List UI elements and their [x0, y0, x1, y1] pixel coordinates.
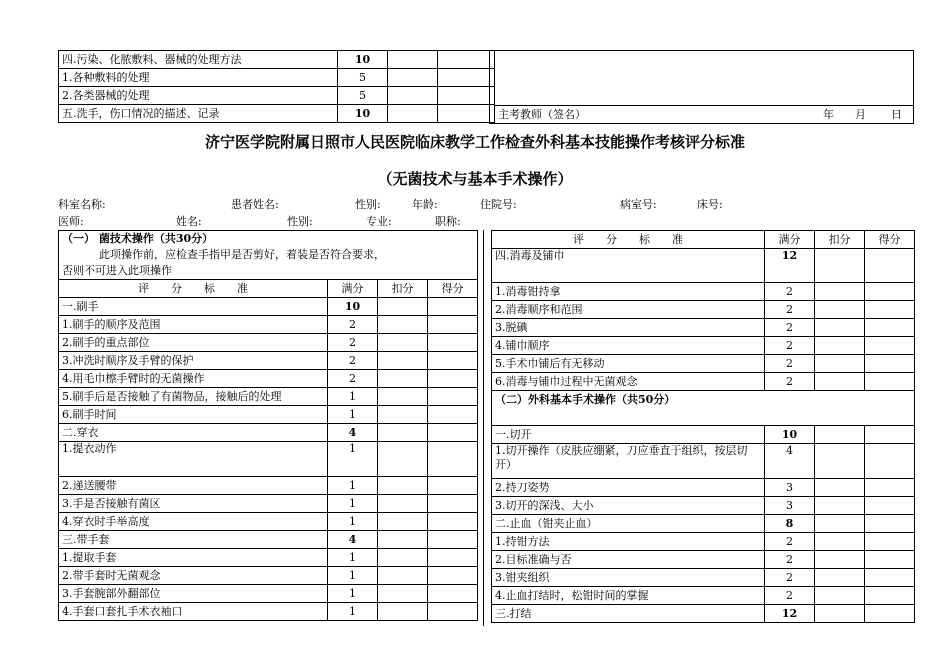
- score-cell: [438, 69, 495, 87]
- table-row: [59, 477, 478, 495]
- table-row: [59, 298, 478, 316]
- score-cell: [865, 249, 915, 283]
- top-score-table: [58, 50, 495, 123]
- item-cell: [492, 337, 765, 355]
- deduct-cell: [378, 334, 428, 352]
- item-cell: [492, 283, 765, 301]
- item-cell: [59, 388, 328, 406]
- item-cell: 2.各类器械的处理: [59, 87, 338, 105]
- item-cell: [492, 426, 765, 444]
- item-text: 1.刷手的顺序及范围: [62, 317, 161, 331]
- item-text: 2.刷手的重点部位: [62, 335, 150, 349]
- item-text: 一.切开: [495, 427, 532, 441]
- table-row: [59, 442, 478, 477]
- deduct-cell: [378, 388, 428, 406]
- deduct-cell: [815, 605, 865, 623]
- item-text: 3.冲洗时顺序及手臂的保护: [62, 353, 194, 367]
- full-score-cell: 2: [328, 334, 378, 352]
- deduct-cell: [815, 551, 865, 569]
- score-cell: [865, 605, 915, 623]
- table-row: [59, 603, 478, 621]
- item-text: 2.持刀姿势: [495, 480, 550, 494]
- deduct-cell: [815, 337, 865, 355]
- score-cell: [865, 587, 915, 605]
- item-cell: 五.洗手，伤口情况的描述、记录: [59, 105, 338, 123]
- deduct-cell: [378, 585, 428, 603]
- score-cell: [865, 533, 915, 551]
- full-score-cell: 12: [765, 605, 815, 623]
- deduct-cell: [815, 515, 865, 533]
- year-label: 年: [823, 107, 834, 121]
- item-text: 3.手套腕部外翻部位: [62, 586, 161, 600]
- deduct-cell: [378, 316, 428, 334]
- item-cell: [59, 495, 328, 513]
- score-cell: [865, 444, 915, 479]
- full-score-cell: 4: [328, 531, 378, 549]
- item-text: 2.带手套时无菌观念: [62, 568, 161, 582]
- score-cell: [865, 337, 915, 355]
- item-cell: [59, 370, 328, 388]
- score-cell: [865, 283, 915, 301]
- page-subtitle: （无菌技术与基本手术操作）: [377, 170, 573, 188]
- item-cell: [59, 567, 328, 585]
- item-cell: [59, 334, 328, 352]
- deduct-cell: [815, 283, 865, 301]
- item-cell: [59, 477, 328, 495]
- item-text: 4.手套口套扎手术衣袖口: [62, 604, 183, 618]
- item-cell: [492, 515, 765, 533]
- table-row: [492, 497, 915, 515]
- deduct-cell: [815, 587, 865, 605]
- score-cell: [438, 87, 495, 105]
- score-cell: [865, 569, 915, 587]
- item-text: 二.止血（钳夹止血）: [495, 516, 598, 530]
- item-text: 1.持钳方法: [495, 534, 550, 548]
- patient-name-label: 患者姓名:: [231, 198, 279, 211]
- section-header-row: [492, 391, 915, 426]
- full-score-cell: 2: [765, 551, 815, 569]
- col-header-deduct: 扣分: [815, 231, 865, 249]
- item-cell: [492, 479, 765, 497]
- score-cell: [865, 551, 915, 569]
- item-cell: [492, 373, 765, 391]
- full-score-cell: 2: [765, 337, 815, 355]
- item-cell: [492, 249, 765, 283]
- item-text: 3.切开的深浅、大小: [495, 498, 594, 512]
- month-label: 月: [855, 107, 866, 121]
- full-score-cell: 2: [765, 301, 815, 319]
- table-row: [492, 515, 915, 533]
- table-row: [59, 352, 478, 370]
- item-cell: [59, 316, 328, 334]
- item-cell: [59, 513, 328, 531]
- deduct-cell: [378, 567, 428, 585]
- examiner-sign-row: [495, 106, 914, 124]
- item-cell: [492, 444, 765, 479]
- deduct-cell: [815, 319, 865, 337]
- score-cell: [428, 567, 478, 585]
- score-cell: [428, 352, 478, 370]
- table-row: [59, 585, 478, 603]
- full-score-cell: 2: [765, 319, 815, 337]
- col-header-score: 得分: [865, 231, 915, 249]
- note-line-1: 此项操作前，应检查手指甲是否剪好，着装是否符合要求，: [59, 246, 478, 263]
- full-score-cell: 1: [328, 495, 378, 513]
- score-cell: [865, 355, 915, 373]
- item-text: 4.用毛巾檫手臂时的无菌操作: [62, 371, 205, 385]
- score-cell: [428, 316, 478, 334]
- item-text: 6.刷手时间: [62, 407, 117, 421]
- item-text: 四.消毒及铺巾: [495, 249, 565, 262]
- score-cell: [428, 442, 478, 477]
- item-cell: [59, 298, 328, 316]
- table-row: [492, 283, 915, 301]
- deduct-cell: [378, 406, 428, 424]
- deduct-cell: [378, 513, 428, 531]
- item-text: 1.提取手套: [62, 550, 117, 564]
- table-row: [492, 533, 915, 551]
- examiner-table: [489, 50, 914, 124]
- table-row: [59, 316, 478, 334]
- item-text: 1.提衣动作: [62, 442, 117, 455]
- score-cell: [428, 406, 478, 424]
- major-label: 专业:: [366, 215, 392, 228]
- item-text: 一.刷手: [62, 299, 99, 313]
- score-cell: [428, 477, 478, 495]
- column-divider: [483, 230, 484, 626]
- full-score-cell: 2: [765, 283, 815, 301]
- day-label: 日: [891, 107, 902, 121]
- right-score-table: [491, 230, 915, 623]
- title-label: 职称:: [435, 215, 461, 228]
- table-row: [492, 551, 915, 569]
- item-cell: [492, 533, 765, 551]
- item-text: 3.手是否接触有菌区: [62, 496, 161, 510]
- deduct-cell: [388, 51, 438, 69]
- table-row: [492, 426, 915, 444]
- table-row: [59, 567, 478, 585]
- score-cell: [428, 513, 478, 531]
- item-cell: 1.各种敷料的处理: [59, 69, 338, 87]
- full-score-cell: 4: [328, 424, 378, 442]
- score-cell: [865, 515, 915, 533]
- deduct-cell: [815, 444, 865, 479]
- full-score-cell: 12: [765, 249, 815, 283]
- table-row: [59, 105, 495, 123]
- full-score-cell: 2: [328, 370, 378, 388]
- score-cell: [865, 497, 915, 515]
- col-header-full: 满分: [328, 280, 378, 298]
- full-score-cell: 8: [765, 515, 815, 533]
- item-cell: [59, 531, 328, 549]
- deduct-cell: [815, 373, 865, 391]
- score-cell: [865, 426, 915, 444]
- ward-no-label: 病室号:: [620, 198, 657, 211]
- item-cell: [59, 352, 328, 370]
- table-row: [59, 334, 478, 352]
- full-score-cell: 5: [338, 87, 388, 105]
- table-row: [492, 373, 915, 391]
- full-score-cell: 1: [328, 567, 378, 585]
- col-header-deduct: 扣分: [378, 280, 428, 298]
- table-row: [492, 444, 915, 479]
- deduct-cell: [378, 603, 428, 621]
- score-cell: [428, 585, 478, 603]
- full-score-cell: 2: [765, 569, 815, 587]
- table-row: [492, 319, 915, 337]
- item-text: 1.切开操作（皮肤应绷紧，刀应垂直于组织，按层切: [495, 444, 748, 457]
- full-score-cell: 1: [328, 477, 378, 495]
- full-score-cell: 5: [338, 69, 388, 87]
- deduct-cell: [378, 370, 428, 388]
- full-score-cell: 3: [765, 497, 815, 515]
- item-text: 3.脱碘: [495, 320, 528, 334]
- full-score-cell: 1: [328, 406, 378, 424]
- full-score-cell: 10: [328, 298, 378, 316]
- item-cell: [59, 442, 328, 477]
- deduct-cell: [815, 301, 865, 319]
- deduct-cell: [378, 442, 428, 477]
- full-score-cell: 2: [765, 533, 815, 551]
- score-cell: [428, 549, 478, 567]
- age-label: 年龄:: [412, 198, 438, 211]
- full-score-cell: 1: [328, 603, 378, 621]
- col-header-item: 评 分 标 准: [492, 231, 765, 249]
- table-row: [492, 587, 915, 605]
- table-row: [492, 249, 915, 283]
- score-cell: [428, 334, 478, 352]
- item-text: 2.递送腰带: [62, 478, 117, 492]
- table-row: [492, 479, 915, 497]
- score-cell: [865, 319, 915, 337]
- name-label: 姓名:: [176, 215, 202, 228]
- full-score-cell: 1: [328, 388, 378, 406]
- item-text: 4.穿衣时手举高度: [62, 514, 150, 528]
- full-score-cell: 2: [765, 355, 815, 373]
- table-row: [492, 569, 915, 587]
- score-cell: [865, 301, 915, 319]
- item-text: 3.钳夹组织: [495, 570, 550, 584]
- item-cell: [59, 424, 328, 442]
- deduct-cell: [388, 105, 438, 123]
- table-row: [492, 605, 915, 623]
- col-header-item: 评 分 标 准: [59, 280, 328, 298]
- col-header-full: 满分: [765, 231, 815, 249]
- table-row: [59, 51, 495, 69]
- score-cell: [428, 388, 478, 406]
- deduct-cell: [378, 477, 428, 495]
- item-text: 二.穿衣: [62, 425, 99, 439]
- table-row: [59, 513, 478, 531]
- deduct-cell: [378, 298, 428, 316]
- item-cell: [492, 587, 765, 605]
- item-cell: [492, 551, 765, 569]
- score-cell: [428, 603, 478, 621]
- table-row: [59, 69, 495, 87]
- item-cell: [59, 549, 328, 567]
- item-text: 4.铺巾顺序: [495, 338, 550, 352]
- deduct-cell: [815, 533, 865, 551]
- deduct-cell: [388, 69, 438, 87]
- left-score-table: [58, 230, 478, 621]
- item-text: 2.目标准确与否: [495, 552, 572, 566]
- full-score-cell: 2: [765, 373, 815, 391]
- item-text: 4.止血打结时，松钳时间的掌握: [495, 588, 649, 602]
- full-score-cell: 3: [765, 479, 815, 497]
- item-text: 5.手术巾铺后有无移动: [495, 356, 605, 370]
- score-cell: [428, 370, 478, 388]
- table-row: [59, 87, 495, 105]
- item-cell: [492, 319, 765, 337]
- full-score-cell: 1: [328, 549, 378, 567]
- deduct-cell: [378, 495, 428, 513]
- header-row: [59, 280, 478, 298]
- admission-no-label: 住院号:: [480, 198, 517, 211]
- score-cell: [438, 105, 495, 123]
- deduct-cell: [378, 549, 428, 567]
- item-cell: [492, 497, 765, 515]
- table-row: [59, 549, 478, 567]
- score-cell: [865, 373, 915, 391]
- item-cell: [492, 355, 765, 373]
- full-score-cell: 4: [765, 444, 815, 479]
- score-cell: [428, 424, 478, 442]
- deduct-cell: [378, 424, 428, 442]
- table-row: [492, 301, 915, 319]
- examiner-blank: [495, 51, 914, 106]
- table-row: [59, 370, 478, 388]
- score-cell: [438, 51, 495, 69]
- deduct-cell: [815, 249, 865, 283]
- table-row: [59, 406, 478, 424]
- full-score-cell: 1: [328, 585, 378, 603]
- sex-label-2: 性别:: [287, 215, 313, 228]
- score-cell: [428, 495, 478, 513]
- section-title: （一） 菌技术操作（共30分）: [59, 231, 478, 247]
- table-row: [59, 531, 478, 549]
- full-score-cell: 10: [338, 105, 388, 123]
- item-text: 三.带手套: [62, 532, 110, 546]
- deduct-cell: [815, 479, 865, 497]
- item-text: 5.刷手后是否接触了有菌物品，接触后的处理: [62, 389, 282, 403]
- table-row: [492, 355, 915, 373]
- score-cell: [428, 298, 478, 316]
- section-header-row: [59, 231, 478, 247]
- dept-label: 科室名称:: [58, 198, 106, 211]
- item-text: 三.打结: [495, 606, 532, 620]
- table-row: [59, 388, 478, 406]
- sex-label: 性别:: [355, 198, 381, 211]
- item-text: 6.消毒与铺巾过程中无菌观念: [495, 374, 638, 388]
- deduct-cell: [378, 531, 428, 549]
- deduct-cell: [815, 497, 865, 515]
- score-cell: [428, 531, 478, 549]
- table-row: [59, 424, 478, 442]
- item-text: 1.消毒钳持拿: [495, 284, 561, 298]
- page-title: 济宁医学院附属日照市人民医院临床教学工作检查外科基本技能操作考核评分标准: [204, 133, 745, 151]
- item-cell: [59, 603, 328, 621]
- item-cell: [492, 301, 765, 319]
- section-title: （二）外科基本手术操作（共50分）: [492, 391, 915, 426]
- bed-no-label: 床号:: [697, 198, 723, 211]
- full-score-cell: 10: [765, 426, 815, 444]
- full-score-cell: 1: [328, 513, 378, 531]
- full-score-cell: 2: [328, 352, 378, 370]
- item-text-continued: 开）: [495, 458, 517, 471]
- item-cell: [492, 605, 765, 623]
- deduct-cell: [388, 87, 438, 105]
- full-score-cell: 1: [328, 442, 378, 477]
- full-score-cell: 10: [338, 51, 388, 69]
- doctor-label: 医师:: [58, 215, 84, 228]
- note-line-2: 否则不可进入此项操作: [59, 263, 478, 280]
- header-row: [492, 231, 915, 249]
- table-row: [59, 495, 478, 513]
- table-row: [492, 337, 915, 355]
- examiner-label: 主考教师（签名）: [498, 107, 586, 121]
- score-cell: [865, 479, 915, 497]
- full-score-cell: 2: [765, 587, 815, 605]
- col-header-score: 得分: [428, 280, 478, 298]
- item-cell: [59, 585, 328, 603]
- deduct-cell: [815, 426, 865, 444]
- deduct-cell: [815, 569, 865, 587]
- deduct-cell: [815, 355, 865, 373]
- full-score-cell: 2: [328, 316, 378, 334]
- item-cell: 四.污染、化脓敷料、器械的处理方法: [59, 51, 338, 69]
- item-cell: [59, 406, 328, 424]
- deduct-cell: [378, 352, 428, 370]
- item-cell: [492, 569, 765, 587]
- item-text: 2.消毒顺序和范围: [495, 302, 583, 316]
